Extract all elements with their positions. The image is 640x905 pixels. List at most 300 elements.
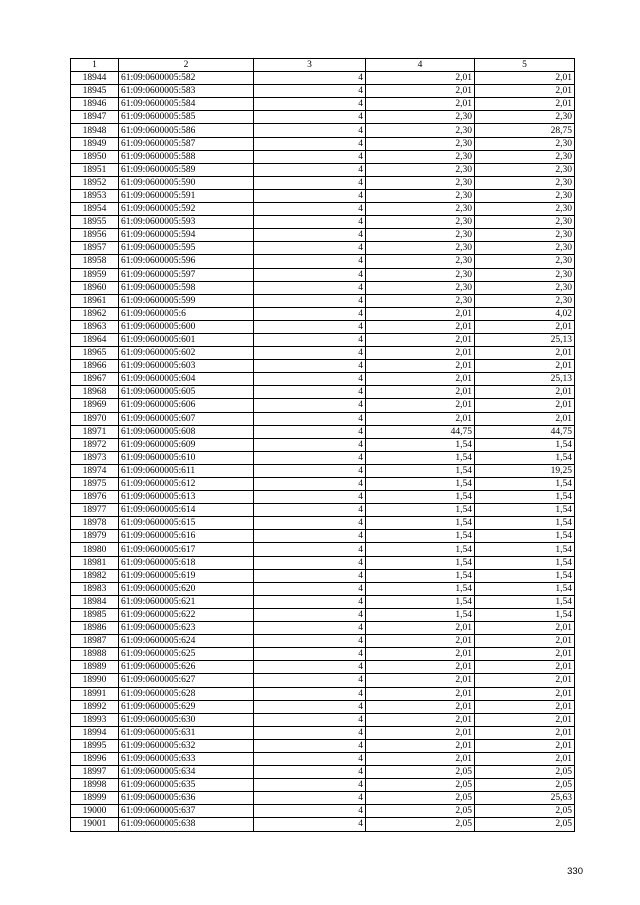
table-cell-col5: 1,54	[475, 451, 575, 464]
table-cell-col2: 61:09:0600005:590	[119, 176, 254, 189]
table-cell-col3: 4	[254, 464, 366, 477]
table-cell-col1: 18947	[71, 111, 119, 124]
table-row	[71, 242, 575, 255]
table-cell-col3: 4	[254, 622, 366, 635]
table-cell-col2: 61:09:0600005:605	[119, 386, 254, 399]
table-cell-col5: 2,30	[475, 242, 575, 255]
table-row	[71, 766, 575, 779]
table-cell-col1: 18983	[71, 582, 119, 595]
table-cell-col4: 1,54	[366, 543, 475, 556]
table-cell-col3: 4	[254, 517, 366, 530]
table-cell-col5: 2,05	[475, 766, 575, 779]
table-cell-col5: 2,01	[475, 320, 575, 333]
table-cell-col4: 1,54	[366, 530, 475, 543]
table-cell-col5: 2,01	[475, 412, 575, 425]
table-cell-col4: 2,01	[366, 752, 475, 765]
table-cell-col4: 2,01	[366, 687, 475, 700]
table-cell-col5: 25,13	[475, 333, 575, 346]
table-cell-col1: 18953	[71, 189, 119, 202]
table-cell-col2: 61:09:0600005:627	[119, 674, 254, 687]
table-row	[71, 85, 575, 98]
table-cell-col4: 2,01	[366, 98, 475, 111]
table-cell-col2: 61:09:0600005:632	[119, 739, 254, 752]
table-cell-col1: 18987	[71, 635, 119, 648]
table-cell-col4: 2,01	[366, 85, 475, 98]
table-cell-col1: 18981	[71, 556, 119, 569]
table-cell-col5: 2,30	[475, 176, 575, 189]
table-cell-col2: 61:09:0600005:615	[119, 517, 254, 530]
table-row	[71, 530, 575, 543]
table-cell-col1: 18974	[71, 464, 119, 477]
table-cell-col4: 2,01	[366, 648, 475, 661]
table-cell-col4: 1,54	[366, 517, 475, 530]
table-cell-col3: 4	[254, 726, 366, 739]
table-cell-col4: 1,54	[366, 491, 475, 504]
table-cell-col5: 2,30	[475, 229, 575, 242]
table-cell-col2: 61:09:0600005:638	[119, 818, 254, 831]
table-cell-col3: 4	[254, 491, 366, 504]
table-cell-col1: 18996	[71, 752, 119, 765]
table-cell-col1: 18988	[71, 648, 119, 661]
table-cell-col4: 1,54	[366, 438, 475, 451]
table-row	[71, 543, 575, 556]
table-row	[71, 347, 575, 360]
table-cell-col5: 2,01	[475, 399, 575, 412]
table-cell-col3: 4	[254, 347, 366, 360]
table-cell-col1: 18961	[71, 294, 119, 307]
table-cell-col3: 4	[254, 320, 366, 333]
table-cell-col5: 44,75	[475, 425, 575, 438]
table-cell-col4: 1,54	[366, 608, 475, 621]
table-cell-col1: 18958	[71, 255, 119, 268]
table-cell-col1: 18966	[71, 360, 119, 373]
table-row	[71, 137, 575, 150]
table-row	[71, 504, 575, 517]
table-cell-col1: 18967	[71, 373, 119, 386]
table-row	[71, 451, 575, 464]
table-cell-col3: 4	[254, 451, 366, 464]
table-cell-col2: 61:09:0600005:583	[119, 85, 254, 98]
table-cell-col5: 1,54	[475, 595, 575, 608]
table-cell-col4: 2,30	[366, 255, 475, 268]
table-cell-col2: 61:09:0600005:608	[119, 425, 254, 438]
table-cell-col2: 61:09:0600005:607	[119, 412, 254, 425]
table-cell-col1: 18971	[71, 425, 119, 438]
table-cell-col1: 18992	[71, 700, 119, 713]
table-cell-col2: 61:09:0600005:630	[119, 713, 254, 726]
table-cell-col3: 4	[254, 582, 366, 595]
table-cell-col2: 61:09:0600005:623	[119, 622, 254, 635]
table-cell-col1: 18962	[71, 307, 119, 320]
table-cell-col4: 1,54	[366, 582, 475, 595]
table-cell-col2: 61:09:0600005:629	[119, 700, 254, 713]
table-row	[71, 818, 575, 831]
table-cell-col4: 2,01	[366, 333, 475, 346]
table-cell-col5: 2,01	[475, 752, 575, 765]
table-cell-col2: 61:09:0600005:635	[119, 779, 254, 792]
table-cell-col1: 19001	[71, 818, 119, 831]
table-cell-col3: 4	[254, 478, 366, 491]
table-cell-col3: 4	[254, 189, 366, 202]
table-cell-col4: 2,05	[366, 779, 475, 792]
table-cell-col1: 18970	[71, 412, 119, 425]
table-cell-col2: 61:09:0600005:612	[119, 478, 254, 491]
table-cell-col2: 61:09:0600005:616	[119, 530, 254, 543]
table-cell-col3: 4	[254, 739, 366, 752]
table-cell-col2: 61:09:0600005:619	[119, 569, 254, 582]
table-row	[71, 268, 575, 281]
table-cell-col5: 2,05	[475, 779, 575, 792]
table-cell-col5: 2,01	[475, 85, 575, 98]
table-cell-col4: 2,01	[366, 412, 475, 425]
table-row	[71, 661, 575, 674]
table-cell-col3: 4	[254, 556, 366, 569]
table-cell-col2: 61:09:0600005:622	[119, 608, 254, 621]
table-cell-col2: 61:09:0600005:611	[119, 464, 254, 477]
table-cell-col4: 2,05	[366, 766, 475, 779]
table-row	[71, 635, 575, 648]
table-cell-col2: 61:09:0600005:633	[119, 752, 254, 765]
table-cell-col4: 2,30	[366, 203, 475, 216]
table-cell-col4: 2,30	[366, 137, 475, 150]
table-cell-col5: 1,54	[475, 517, 575, 530]
table-cell-col3: 4	[254, 635, 366, 648]
table-row	[71, 203, 575, 216]
table-cell-col2: 61:09:0600005:614	[119, 504, 254, 517]
table-cell-col2: 61:09:0600005:601	[119, 333, 254, 346]
table-cell-col4: 2,01	[366, 320, 475, 333]
table-cell-col2: 61:09:0600005:594	[119, 229, 254, 242]
table-cell-col2: 61:09:0600005:600	[119, 320, 254, 333]
table-row	[71, 726, 575, 739]
column-header-2: 2	[119, 59, 254, 72]
table-row	[71, 569, 575, 582]
table-cell-col3: 4	[254, 203, 366, 216]
table-cell-col4: 1,54	[366, 464, 475, 477]
table-cell-col5: 2,01	[475, 635, 575, 648]
table-cell-col3: 4	[254, 569, 366, 582]
table-cell-col2: 61:09:0600005:603	[119, 360, 254, 373]
table-cell-col4: 2,30	[366, 268, 475, 281]
table-row	[71, 648, 575, 661]
table-row	[71, 687, 575, 700]
table-cell-col2: 61:09:0600005:628	[119, 687, 254, 700]
table-cell-col3: 4	[254, 360, 366, 373]
table-cell-col5: 2,01	[475, 347, 575, 360]
table-cell-col2: 61:09:0600005:585	[119, 111, 254, 124]
table-cell-col4: 2,30	[366, 176, 475, 189]
table-row	[71, 294, 575, 307]
table-cell-col1: 18968	[71, 386, 119, 399]
table-cell-col1: 18982	[71, 569, 119, 582]
table-row	[71, 464, 575, 477]
table-cell-col5: 2,30	[475, 203, 575, 216]
table-cell-col3: 4	[254, 163, 366, 176]
table-row	[71, 608, 575, 621]
table-cell-col3: 4	[254, 805, 366, 818]
table-cell-col3: 4	[254, 281, 366, 294]
table-cell-col3: 4	[254, 124, 366, 137]
table-cell-col1: 18986	[71, 622, 119, 635]
table-cell-col2: 61:09:0600005:602	[119, 347, 254, 360]
table-row	[71, 700, 575, 713]
table-row	[71, 176, 575, 189]
table-cell-col1: 18965	[71, 347, 119, 360]
table-cell-col4: 2,01	[366, 72, 475, 85]
table-row	[71, 779, 575, 792]
table-cell-col4: 2,01	[366, 307, 475, 320]
table-cell-col1: 18960	[71, 281, 119, 294]
table-cell-col5: 25,13	[475, 373, 575, 386]
table-cell-col5: 2,30	[475, 255, 575, 268]
table-cell-col5: 2,01	[475, 386, 575, 399]
table-cell-col4: 44,75	[366, 425, 475, 438]
table-cell-col5: 4,02	[475, 307, 575, 320]
table-cell-col2: 61:09:0600005:631	[119, 726, 254, 739]
table-cell-col3: 4	[254, 333, 366, 346]
table-row	[71, 425, 575, 438]
table-cell-col3: 4	[254, 255, 366, 268]
table-cell-col4: 2,30	[366, 242, 475, 255]
table-cell-col5: 28,75	[475, 124, 575, 137]
table-cell-col4: 1,54	[366, 478, 475, 491]
table-cell-col1: 18999	[71, 792, 119, 805]
table-cell-col3: 4	[254, 72, 366, 85]
table-cell-col1: 18956	[71, 229, 119, 242]
table-cell-col5: 2,30	[475, 294, 575, 307]
table-row	[71, 622, 575, 635]
table-cell-col1: 18951	[71, 163, 119, 176]
table-cell-col3: 4	[254, 111, 366, 124]
table-cell-col2: 61:09:0600005:597	[119, 268, 254, 281]
table-cell-col3: 4	[254, 268, 366, 281]
table-cell-col3: 4	[254, 216, 366, 229]
table-cell-col2: 61:09:0600005:599	[119, 294, 254, 307]
table-cell-col3: 4	[254, 137, 366, 150]
table-row	[71, 229, 575, 242]
table-cell-col4: 2,01	[366, 700, 475, 713]
table-cell-col5: 2,30	[475, 163, 575, 176]
table-row	[71, 98, 575, 111]
table-row	[71, 713, 575, 726]
table-cell-col3: 4	[254, 530, 366, 543]
table-cell-col4: 2,30	[366, 281, 475, 294]
table-row	[71, 360, 575, 373]
column-header-4: 4	[366, 59, 475, 72]
table-row	[71, 163, 575, 176]
table-row	[71, 582, 575, 595]
table-cell-col2: 61:09:0600005:636	[119, 792, 254, 805]
table-cell-col2: 61:09:0600005:609	[119, 438, 254, 451]
table-cell-col1: 18985	[71, 608, 119, 621]
table-cell-col4: 2,01	[366, 622, 475, 635]
table-cell-col2: 61:09:0600005:626	[119, 661, 254, 674]
table-cell-col3: 4	[254, 766, 366, 779]
table-cell-col2: 61:09:0600005:637	[119, 805, 254, 818]
table-row	[71, 674, 575, 687]
table-row	[71, 792, 575, 805]
table-cell-col1: 18993	[71, 713, 119, 726]
table-cell-col3: 4	[254, 792, 366, 805]
table-cell-col5: 2,05	[475, 818, 575, 831]
table-cell-col2: 61:09:0600005:613	[119, 491, 254, 504]
table-cell-col5: 2,01	[475, 674, 575, 687]
table-cell-col3: 4	[254, 386, 366, 399]
table-cell-col1: 18977	[71, 504, 119, 517]
table-cell-col4: 1,54	[366, 504, 475, 517]
table-cell-col1: 18946	[71, 98, 119, 111]
table-cell-col3: 4	[254, 176, 366, 189]
table-cell-col1: 18997	[71, 766, 119, 779]
table-cell-col2: 61:09:0600005:604	[119, 373, 254, 386]
table-cell-col1: 18990	[71, 674, 119, 687]
table-cell-col2: 61:09:0600005:624	[119, 635, 254, 648]
table-cell-col4: 2,01	[366, 674, 475, 687]
table-cell-col1: 18955	[71, 216, 119, 229]
table-row	[71, 491, 575, 504]
table-cell-col5: 1,54	[475, 582, 575, 595]
table-row	[71, 805, 575, 818]
table-cell-col3: 4	[254, 98, 366, 111]
table-cell-col1: 18957	[71, 242, 119, 255]
table-cell-col5: 1,54	[475, 438, 575, 451]
table-cell-col2: 61:09:0600005:598	[119, 281, 254, 294]
header-row	[71, 59, 575, 72]
table-cell-col3: 4	[254, 595, 366, 608]
table-cell-col5: 2,01	[475, 622, 575, 635]
table-cell-col4: 2,01	[366, 399, 475, 412]
table-cell-col2: 61:09:0600005:582	[119, 72, 254, 85]
table-cell-col5: 2,01	[475, 360, 575, 373]
table-cell-col1: 18950	[71, 150, 119, 163]
table-cell-col2: 61:09:0600005:586	[119, 124, 254, 137]
table-row	[71, 478, 575, 491]
table-cell-col5: 1,54	[475, 491, 575, 504]
table-cell-col2: 61:09:0600005:610	[119, 451, 254, 464]
table-cell-col4: 1,54	[366, 451, 475, 464]
table-cell-col1: 18964	[71, 333, 119, 346]
table-cell-col2: 61:09:0600005:620	[119, 582, 254, 595]
table-cell-col2: 61:09:0600005:634	[119, 766, 254, 779]
column-header-3: 3	[254, 59, 366, 72]
table-row	[71, 111, 575, 124]
table-cell-col4: 2,01	[366, 661, 475, 674]
table-cell-col2: 61:09:0600005:592	[119, 203, 254, 216]
table-cell-col3: 4	[254, 438, 366, 451]
column-header-1: 1	[71, 59, 119, 72]
table-row	[71, 556, 575, 569]
table-cell-col5: 2,05	[475, 805, 575, 818]
table-row	[71, 281, 575, 294]
table-cell-col3: 4	[254, 648, 366, 661]
table-cell-col4: 2,30	[366, 216, 475, 229]
table-cell-col2: 61:09:0600005:587	[119, 137, 254, 150]
table-cell-col3: 4	[254, 229, 366, 242]
table-cell-col3: 4	[254, 373, 366, 386]
table-cell-col1: 18949	[71, 137, 119, 150]
table-row	[71, 517, 575, 530]
column-header-5: 5	[475, 59, 575, 72]
table-cell-col1: 18944	[71, 72, 119, 85]
table-cell-col1: 18963	[71, 320, 119, 333]
table-row	[71, 739, 575, 752]
table-cell-col1: 18980	[71, 543, 119, 556]
table-row	[71, 399, 575, 412]
table-cell-col4: 2,30	[366, 111, 475, 124]
table-cell-col4: 2,05	[366, 818, 475, 831]
table-cell-col5: 2,01	[475, 726, 575, 739]
table-cell-col2: 61:09:0600005:589	[119, 163, 254, 176]
table-cell-col5: 2,01	[475, 661, 575, 674]
table-row	[71, 216, 575, 229]
table-cell-col1: 18945	[71, 85, 119, 98]
table-cell-col5: 1,54	[475, 608, 575, 621]
table-cell-col4: 2,30	[366, 163, 475, 176]
table-cell-col5: 1,54	[475, 478, 575, 491]
table-cell-col4: 2,01	[366, 713, 475, 726]
table-cell-col2: 61:09:0600005:596	[119, 255, 254, 268]
table-cell-col2: 61:09:0600005:625	[119, 648, 254, 661]
table-cell-col3: 4	[254, 150, 366, 163]
table-cell-col5: 19,25	[475, 464, 575, 477]
table-cell-col5: 1,54	[475, 543, 575, 556]
table-cell-col4: 2,05	[366, 805, 475, 818]
table-cell-col5: 2,01	[475, 72, 575, 85]
table-cell-col5: 1,54	[475, 556, 575, 569]
table-cell-col4: 2,01	[366, 360, 475, 373]
table-cell-col2: 61:09:0600005:606	[119, 399, 254, 412]
table-cell-col5: 25,63	[475, 792, 575, 805]
table-cell-col3: 4	[254, 543, 366, 556]
table-cell-col5: 2,30	[475, 268, 575, 281]
table-cell-col5: 2,01	[475, 98, 575, 111]
table-row	[71, 307, 575, 320]
table-cell-col4: 1,54	[366, 595, 475, 608]
table-cell-col3: 4	[254, 661, 366, 674]
table-cell-col3: 4	[254, 818, 366, 831]
table-cell-col3: 4	[254, 294, 366, 307]
table-cell-col4: 2,30	[366, 229, 475, 242]
data-table	[70, 58, 575, 832]
page-number: 330	[567, 866, 583, 877]
table-cell-col5: 1,54	[475, 569, 575, 582]
table-cell-col2: 61:09:0600005:588	[119, 150, 254, 163]
table-cell-col4: 1,54	[366, 556, 475, 569]
table-cell-col4: 2,01	[366, 635, 475, 648]
table-cell-col5: 2,30	[475, 281, 575, 294]
table-row	[71, 150, 575, 163]
table-cell-col2: 61:09:0600005:617	[119, 543, 254, 556]
table-cell-col3: 4	[254, 674, 366, 687]
table-row	[71, 412, 575, 425]
table-cell-col1: 18998	[71, 779, 119, 792]
table-cell-col1: 18994	[71, 726, 119, 739]
table-cell-col3: 4	[254, 412, 366, 425]
table-cell-col4: 2,30	[366, 189, 475, 202]
table-cell-col1: 18978	[71, 517, 119, 530]
table-cell-col3: 4	[254, 504, 366, 517]
table-row	[71, 752, 575, 765]
table-cell-col1: 18979	[71, 530, 119, 543]
table-row	[71, 189, 575, 202]
table-cell-col1: 18952	[71, 176, 119, 189]
table-cell-col1: 18991	[71, 687, 119, 700]
table-row	[71, 255, 575, 268]
table-cell-col4: 2,01	[366, 373, 475, 386]
table-row	[71, 386, 575, 399]
table-cell-col5: 2,01	[475, 700, 575, 713]
table-cell-col3: 4	[254, 307, 366, 320]
